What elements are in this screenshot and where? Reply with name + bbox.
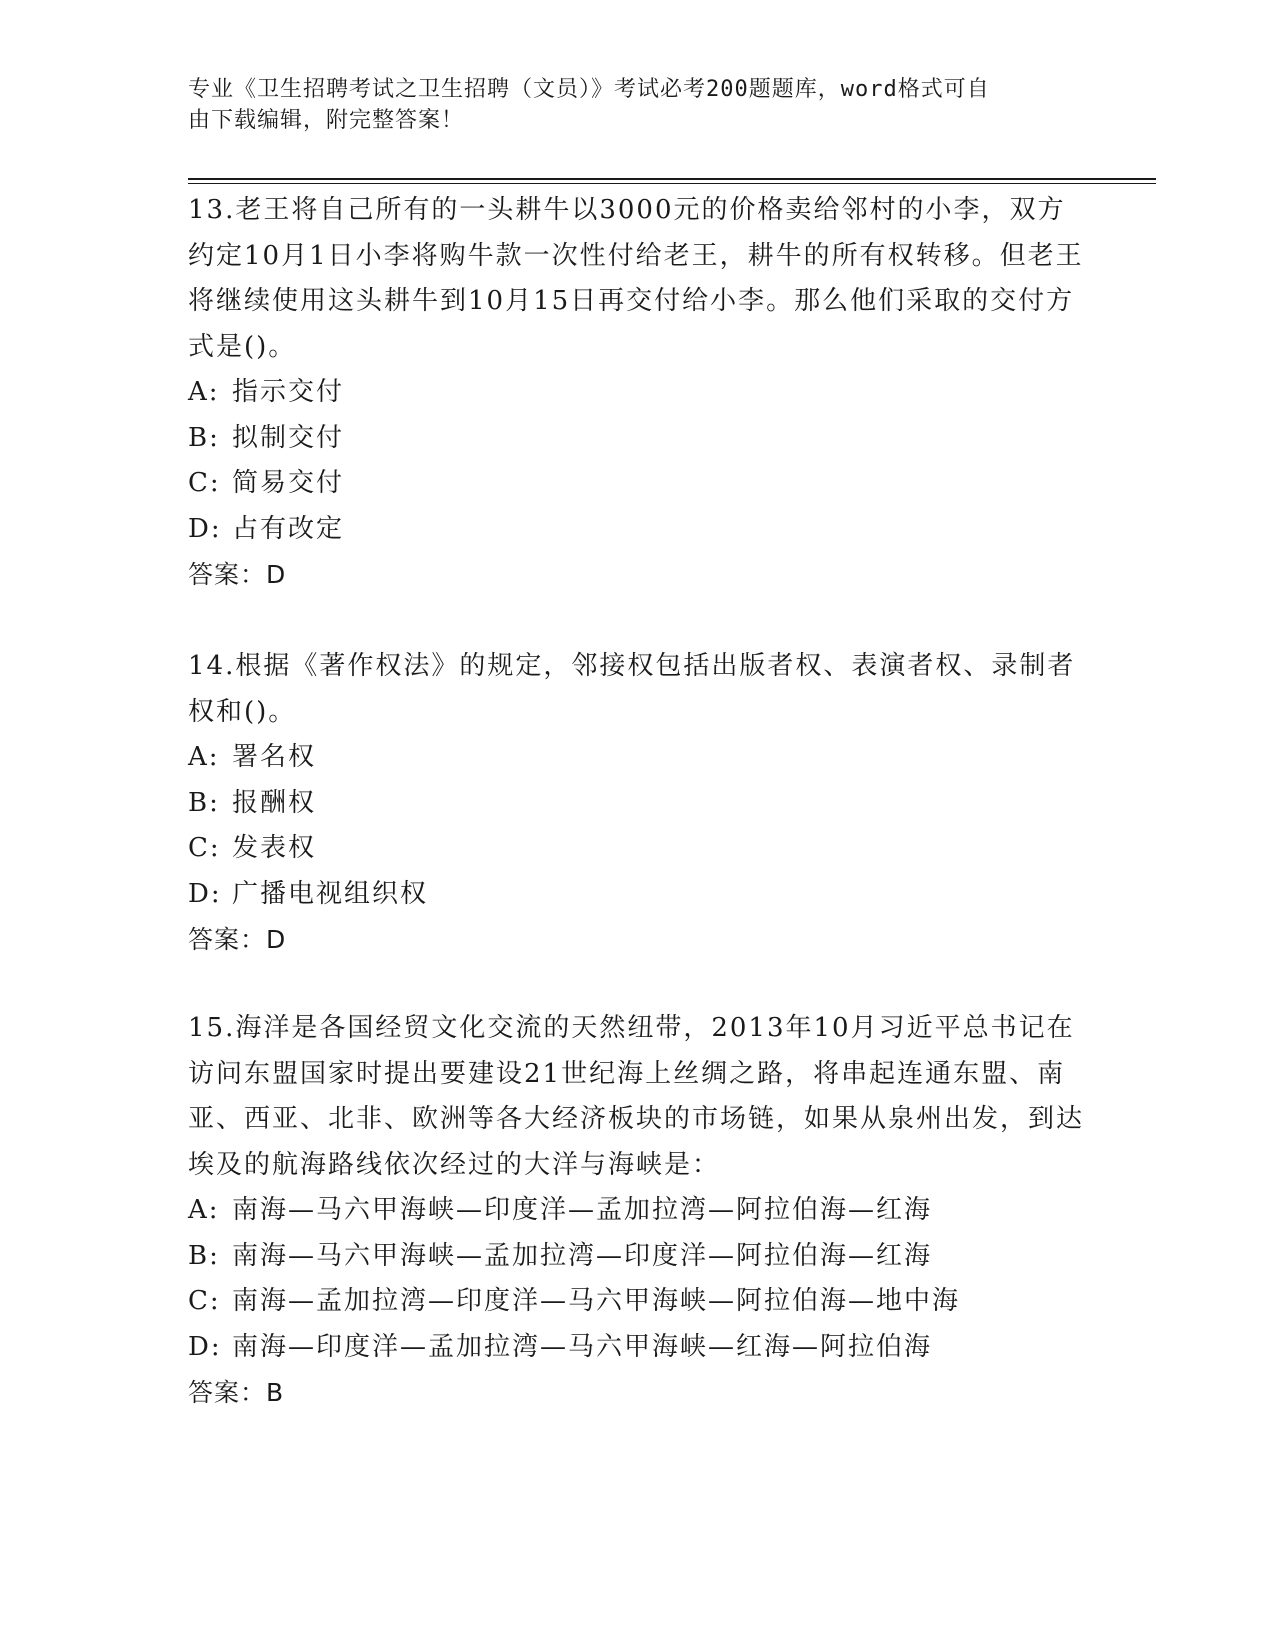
option-text: 指示交付 <box>232 377 345 407</box>
option-key: C: <box>188 1286 221 1316</box>
option-b <box>188 1234 1088 1280</box>
answer-line: 答案：D <box>188 560 287 589</box>
option-key: B: <box>188 1240 220 1271</box>
option-text: 简易交付 <box>232 468 345 498</box>
question-14 <box>188 644 1088 963</box>
question-13 <box>188 188 1088 598</box>
question-stem: 13.老王将自己所有的一头耕牛以3000元的价格卖给邻村的小李，双方约定10月1日小李将购牛款一次性付给老王，耕牛的所有权转移。但老王将继续使用这头耕牛到10月15日再交付给小李。那么他们采取的交付方式是()。 <box>188 195 1084 362</box>
document-header <box>188 74 1068 136</box>
option-key: D: <box>188 878 222 909</box>
option-a <box>188 370 1088 416</box>
option-text: 署名权 <box>232 742 317 772</box>
option-key: B: <box>188 422 220 453</box>
option-a <box>188 735 1088 781</box>
answer-line: 答案：D <box>188 925 287 954</box>
header-line-2: 由下载编辑，附完整答案！ <box>188 108 465 133</box>
option-key: C: <box>188 833 221 863</box>
option-c <box>188 461 1088 507</box>
option-text: 南海—马六甲海峡—孟加拉湾—印度洋—阿拉伯海—红海 <box>232 1240 933 1271</box>
option-key: D: <box>188 1331 222 1362</box>
option-key: A: <box>188 377 220 407</box>
option-key: A: <box>188 742 220 772</box>
option-key: B: <box>188 787 220 818</box>
option-key: C: <box>188 468 221 498</box>
option-text: 南海—印度洋—孟加拉湾—马六甲海峡—红海—阿拉伯海 <box>232 1331 933 1362</box>
option-text: 报酬权 <box>232 787 317 818</box>
option-c <box>188 1279 1088 1325</box>
option-text: 南海—马六甲海峡—印度洋—孟加拉湾—阿拉伯海—红海 <box>232 1195 933 1225</box>
option-d <box>188 872 1088 918</box>
option-d <box>188 1325 1088 1371</box>
answer-line: 答案：B <box>188 1378 285 1407</box>
option-c <box>188 826 1088 872</box>
option-b <box>188 781 1088 827</box>
option-key: D: <box>188 513 222 544</box>
option-text: 拟制交付 <box>232 422 345 453</box>
question-stem: 15.海洋是各国经贸文化交流的天然纽带，2013年10月习近平总书记在访问东盟国家时提出要建设21世纪海上丝绸之路，将串起连通东盟、南亚、西亚、北非、欧洲等各大经济板块的市场链，如果从泉州出发，到达埃及的航海路线依次经过的大洋与海峡是： <box>188 1013 1085 1180</box>
header-divider-thick <box>188 178 1156 180</box>
option-key: A: <box>188 1195 220 1225</box>
option-d <box>188 507 1088 553</box>
option-text: 南海—孟加拉湾—印度洋—马六甲海峡—阿拉伯海—地中海 <box>232 1286 961 1316</box>
option-b <box>188 416 1088 462</box>
header-divider-thin <box>188 183 1156 184</box>
option-a <box>188 1188 1088 1234</box>
question-stem: 14.根据《著作权法》的规定，邻接权包括出版者权、表演者权、录制者权和()。 <box>188 651 1076 727</box>
option-text: 广播电视组织权 <box>232 878 429 909</box>
header-line-1: 专业《卫生招聘考试之卫生招聘（文员）》考试必考200题题库，word格式可自 <box>188 77 990 102</box>
option-text: 发表权 <box>232 833 317 863</box>
question-15 <box>188 1006 1088 1416</box>
option-text: 占有改定 <box>232 513 345 544</box>
